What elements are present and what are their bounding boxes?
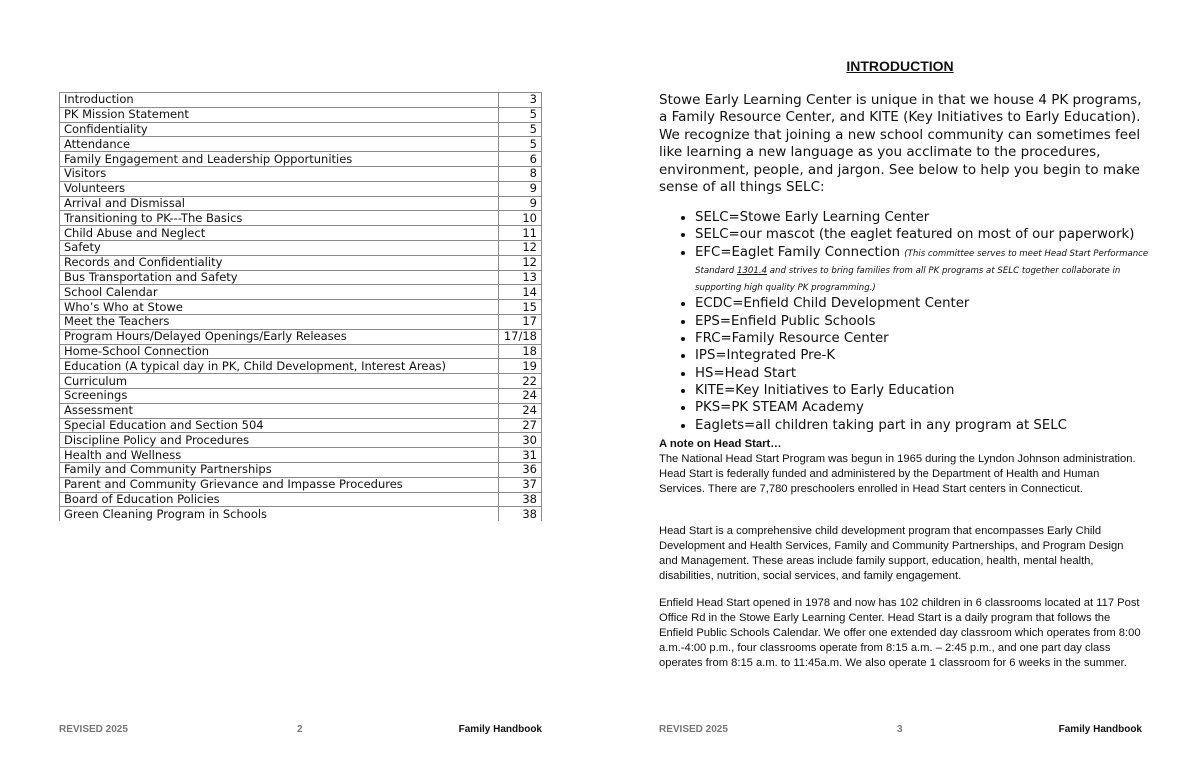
toc-row [60, 462, 542, 477]
toc-row [60, 152, 542, 167]
acronym-hs: HS=Head Start [695, 365, 797, 381]
toc-entry-title: Screenings [60, 388, 499, 403]
toc-row [60, 448, 542, 463]
toc-entry-title: Special Education and Section 504 [60, 418, 499, 433]
footer-revised: REVISED 2025 [59, 724, 128, 735]
toc-entry-page: 13 [499, 270, 542, 285]
standard-link[interactable]: 1301.4 [736, 265, 768, 276]
toc-row [60, 492, 542, 507]
section-heading: A note on Head Start… [659, 438, 782, 450]
toc-entry-page: 5 [499, 122, 542, 137]
toc-row [60, 403, 542, 418]
toc-entry-title: Family and Community Partnerships [60, 462, 499, 477]
toc-entry-page: 17/18 [499, 329, 542, 344]
efc-note-text-b: and strives to bring families from all PK programs at SELC together collaborate in supporting high quality PK programming.) [695, 265, 1121, 294]
footer-title: Family Handbook [1058, 724, 1142, 735]
toc-entry-page: 37 [499, 477, 542, 492]
toc-row [60, 181, 542, 196]
toc-entry-page: 6 [499, 152, 542, 167]
toc-entry-title: Discipline Policy and Procedures [60, 433, 499, 448]
list-item [695, 226, 1165, 243]
toc-entry-page: 3 [499, 93, 542, 108]
acronym-selc: SELC=Stowe Early Learning Center [695, 210, 930, 225]
head-start-paragraph-1: The National Head Start Program was begun in 1965 during the Lyndon Johnson administration. Head Start is federally funded and administered by the Department of Health and Human Services. There are 7,780 preschoolers enrolled in Head Start centers in Connecticut. [659, 453, 1136, 495]
intro-paragraph: Stowe Early Learning Center is unique in that we house 4 PK programs, a Family Resource Center, and KITE (Key Initiatives to Early Education). We recognize that joining a new school community can sometimes feel like learning a new language as you acclimate to the procedures, environment, people, and jargon. See below to help you begin to make sense of all things SELC: [659, 92, 1142, 196]
toc-entry-page: 9 [499, 181, 542, 196]
toc-row [60, 418, 542, 433]
toc-row [60, 433, 542, 448]
toc-row [60, 196, 542, 211]
toc-entry-title: Transitioning to PK---The Basics [60, 211, 499, 226]
toc-entry-title: Volunteers [60, 181, 499, 196]
toc-entry-page: 5 [499, 107, 542, 122]
toc-row [60, 107, 542, 122]
toc-entry-title: Green Cleaning Program in Schools [60, 507, 499, 521]
toc-row [60, 137, 542, 152]
toc-row [60, 122, 542, 137]
toc-entry-title: Curriculum [60, 374, 499, 389]
footer-page-number: 3 [897, 724, 903, 735]
list-item [695, 365, 1165, 382]
toc-entry-page: 31 [499, 448, 542, 463]
toc-entry-page: 30 [499, 433, 542, 448]
right-page [600, 0, 1200, 776]
table-of-contents [59, 92, 542, 521]
list-item [695, 244, 1165, 296]
toc-entry-title: Introduction [60, 93, 499, 108]
toc-entry-page: 38 [499, 507, 542, 521]
page-title: INTRODUCTION [846, 58, 954, 74]
acronym-ecdc: ECDC=Enfield Child Development Center [695, 296, 970, 312]
toc-entry-title: Attendance [60, 137, 499, 152]
toc-row [60, 329, 542, 344]
list-item [695, 347, 1165, 364]
toc-entry-title: Child Abuse and Neglect [60, 226, 499, 241]
toc-entry-page: 24 [499, 403, 542, 418]
toc-entry-title: Meet the Teachers [60, 314, 499, 329]
acronym-pks: PKS=PK STEAM Academy [695, 400, 864, 416]
acronym-eps: EPS=Enfield Public Schools [695, 313, 876, 329]
toc-entry-page: 10 [499, 211, 542, 226]
toc-entry-title: Parent and Community Grievance and Impasse Procedures [60, 477, 499, 492]
acronym-kite: KITE=Key Initiatives to Early Education [695, 382, 955, 398]
list-item [695, 209, 1165, 226]
toc-row [60, 314, 542, 329]
footer-page-number: 2 [297, 724, 303, 735]
acronym-efc: EFC=Eaglet Family Connection [695, 244, 901, 260]
acronym-list [677, 209, 1165, 434]
toc-entry-page: 38 [499, 492, 542, 507]
efc-note-text-a: (This committee serves to meet Head Start Performance Standard [695, 248, 1149, 276]
footer-revised: REVISED 2025 [659, 724, 728, 735]
acronym-eaglets: Eaglets=all children taking part in any program at SELC [695, 417, 1067, 433]
toc-entry-page: 36 [499, 462, 542, 477]
list-item [695, 399, 1165, 416]
list-item [695, 295, 1165, 312]
toc-entry-page: 14 [499, 285, 542, 300]
footer-title: Family Handbook [458, 724, 542, 735]
toc-entry-title: Health and Wellness [60, 448, 499, 463]
toc-entry-page: 12 [499, 240, 542, 255]
toc-entry-title: PK Mission Statement [60, 107, 499, 122]
list-item [695, 382, 1165, 399]
toc-entry-page: 18 [499, 344, 542, 359]
toc-row [60, 388, 542, 403]
toc-entry-page: 17 [499, 314, 542, 329]
toc-entry-title: Confidentiality [60, 122, 499, 137]
toc-entry-page: 11 [499, 226, 542, 241]
toc-row [60, 374, 542, 389]
toc-entry-title: Family Engagement and Leadership Opportunities [60, 152, 499, 167]
head-start-paragraph-3: Enfield Head Start opened in 1978 and now has 102 children in 6 classrooms located at 117 Post Office Rd in the Stowe Early Learning Center. Head Start is a daily program that follows the Enfield Public Schools Calendar. We offer one extended day classroom which operates from 8:00 a.m.-4:00 p.m., four classrooms operate from 8:15 a.m. – 2:45 p.m., and one part day class operates from 8:15 a.m. to 11:45a.m. We also operate 1 classroom for 6 weeks in the summer. [659, 597, 1141, 669]
acronym-mascot: SELC=our mascot (the eaglet featured on most of our paperwork) [695, 227, 1135, 243]
toc-row [60, 166, 542, 181]
toc-entry-page: 24 [499, 388, 542, 403]
toc-row [60, 270, 542, 285]
list-item [695, 313, 1165, 330]
acronym-frc: FRC=Family Resource Center [695, 331, 889, 347]
list-item [695, 417, 1165, 434]
toc-row [60, 507, 542, 521]
toc-entry-title: Board of Education Policies [60, 492, 499, 507]
toc-row [60, 477, 542, 492]
toc-entry-title: Program Hours/Delayed Openings/Early Releases [60, 329, 499, 344]
toc-entry-page: 9 [499, 196, 542, 211]
toc-row [60, 285, 542, 300]
toc-entry-title: Assessment [60, 403, 499, 418]
toc-row [60, 344, 542, 359]
toc-entry-title: Who’s Who at Stowe [60, 300, 499, 315]
toc-entry-page: 15 [499, 300, 542, 315]
toc-entry-page: 12 [499, 255, 542, 270]
toc-entry-page: 19 [499, 359, 542, 374]
toc-row [60, 359, 542, 374]
toc-row [60, 300, 542, 315]
toc-entry-title: Education (A typical day in PK, Child Development, Interest Areas) [60, 359, 499, 374]
toc-entry-page: 5 [499, 137, 542, 152]
toc-row [60, 211, 542, 226]
acronym-ips: IPS=Integrated Pre-K [695, 348, 836, 364]
head-start-paragraph-2: Head Start is a comprehensive child development program that encompasses Early Child Development and Health Services, Family and Community Partnerships, and Program Design and Management. These areas include family support, education, health, mental health, disabilities, nutrition, social services, and family engagement. [659, 525, 1124, 582]
toc-entry-title: Safety [60, 240, 499, 255]
toc-row [60, 93, 542, 108]
toc-row [60, 240, 542, 255]
toc-entry-page: 27 [499, 418, 542, 433]
toc-entry-title: School Calendar [60, 285, 499, 300]
toc-row [60, 255, 542, 270]
toc-entry-title: Bus Transportation and Safety [60, 270, 499, 285]
toc-row [60, 226, 542, 241]
toc-entry-title: Records and Confidentiality [60, 255, 499, 270]
toc-entry-page: 22 [499, 374, 542, 389]
toc-entry-title: Visitors [60, 166, 499, 181]
toc-entry-title: Arrival and Dismissal [60, 196, 499, 211]
toc-entry-title: Home-School Connection [60, 344, 499, 359]
list-item [695, 330, 1165, 347]
toc-entry-page: 8 [499, 166, 542, 181]
